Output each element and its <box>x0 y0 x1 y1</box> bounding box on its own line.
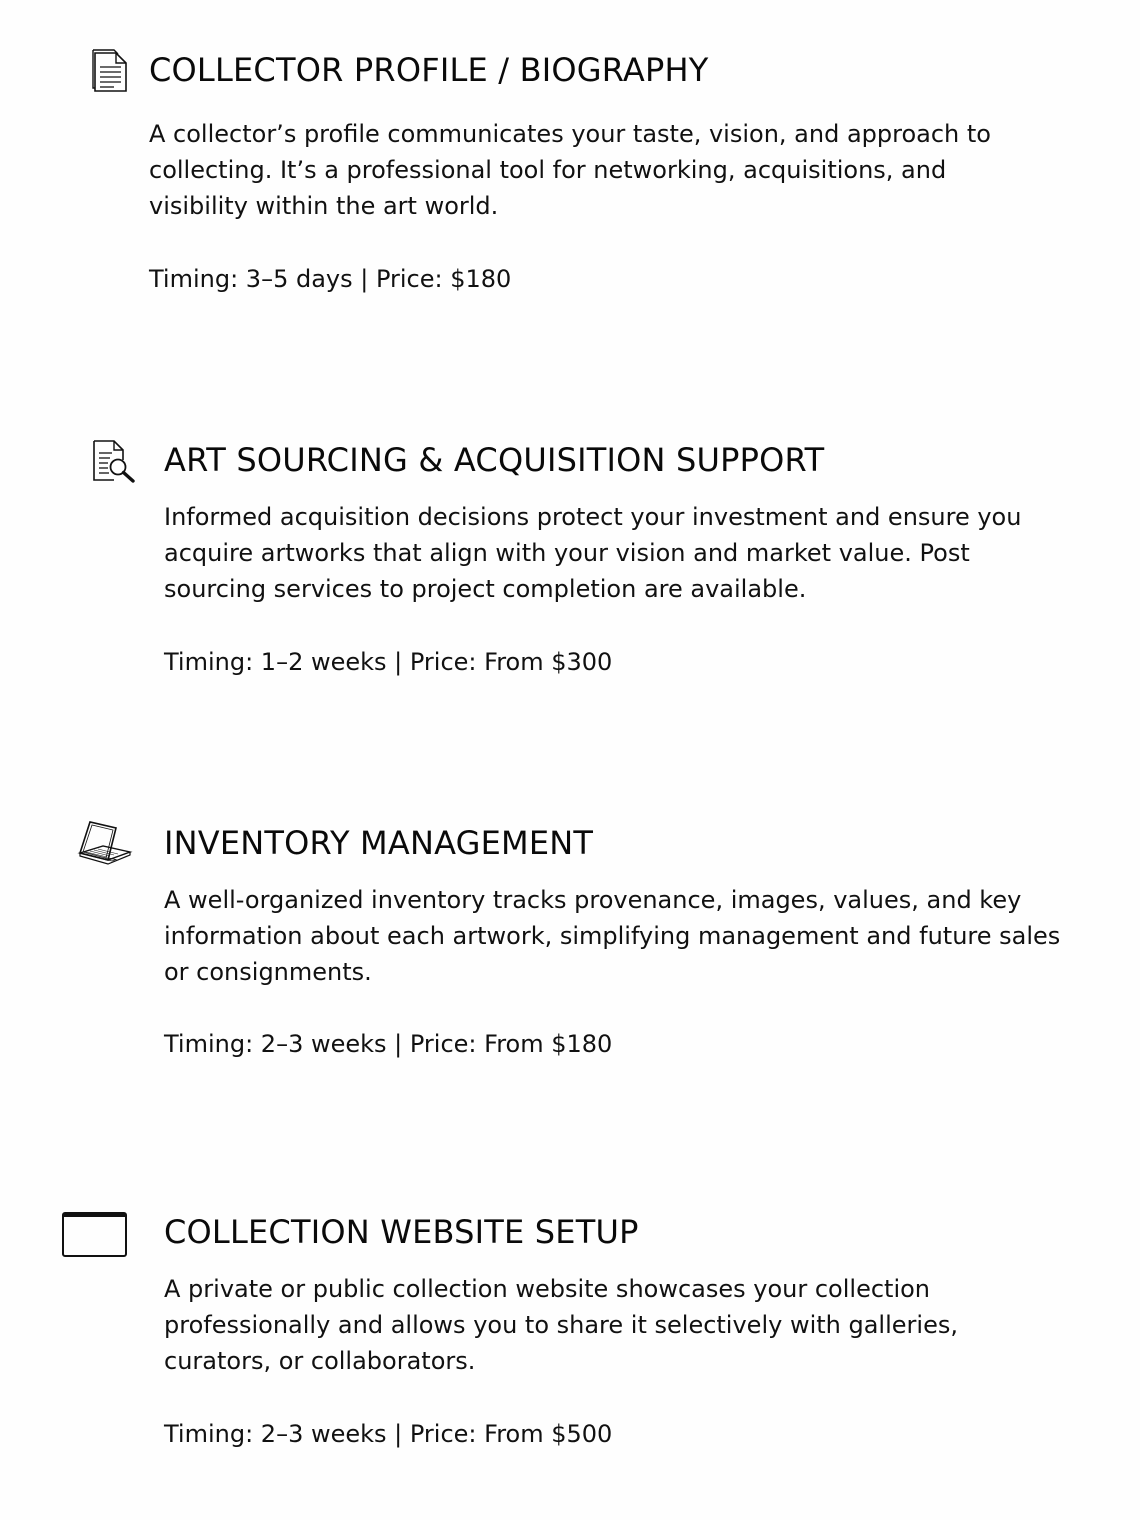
service-description: Informed acquisition decisions protect your investment and ensure you acquire artworks that align with your vision and market value. Post sourcing services to project completion are available. <box>164 503 1022 603</box>
service-title: ART SOURCING & ACQUISITION SUPPORT <box>164 441 825 479</box>
browser-window-icon <box>61 1211 129 1259</box>
service-timing-price: Timing: 2–3 weeks | Price: From $500 <box>164 1420 613 1448</box>
document-search-icon <box>92 438 136 484</box>
service-title: COLLECTOR PROFILE / BIOGRAPHY <box>149 51 709 89</box>
service-description: A collector’s profile communicates your taste, vision, and approach to collecting. It’s a professional tool for networking, acquisitions, and visibility within the art world. <box>149 120 991 220</box>
service-description: A private or public collection website showcases your collection professionally and allows you to share it selectively with galleries, curators, or collaborators. <box>164 1275 958 1375</box>
service-title: COLLECTION WEBSITE SETUP <box>164 1213 639 1251</box>
service-description: A well-organized inventory tracks provenance, images, values, and key information about each artwork, simplifying management and future sales or consignments. <box>164 886 1061 986</box>
service-title: INVENTORY MANAGEMENT <box>164 824 594 862</box>
service-timing-price: Timing: 3–5 days | Price: $180 <box>149 265 512 293</box>
laptop-icon <box>76 818 134 876</box>
service-timing-price: Timing: 2–3 weeks | Price: From $180 <box>164 1030 613 1058</box>
service-timing-price: Timing: 1–2 weeks | Price: From $300 <box>164 648 613 676</box>
document-icon <box>92 48 130 94</box>
